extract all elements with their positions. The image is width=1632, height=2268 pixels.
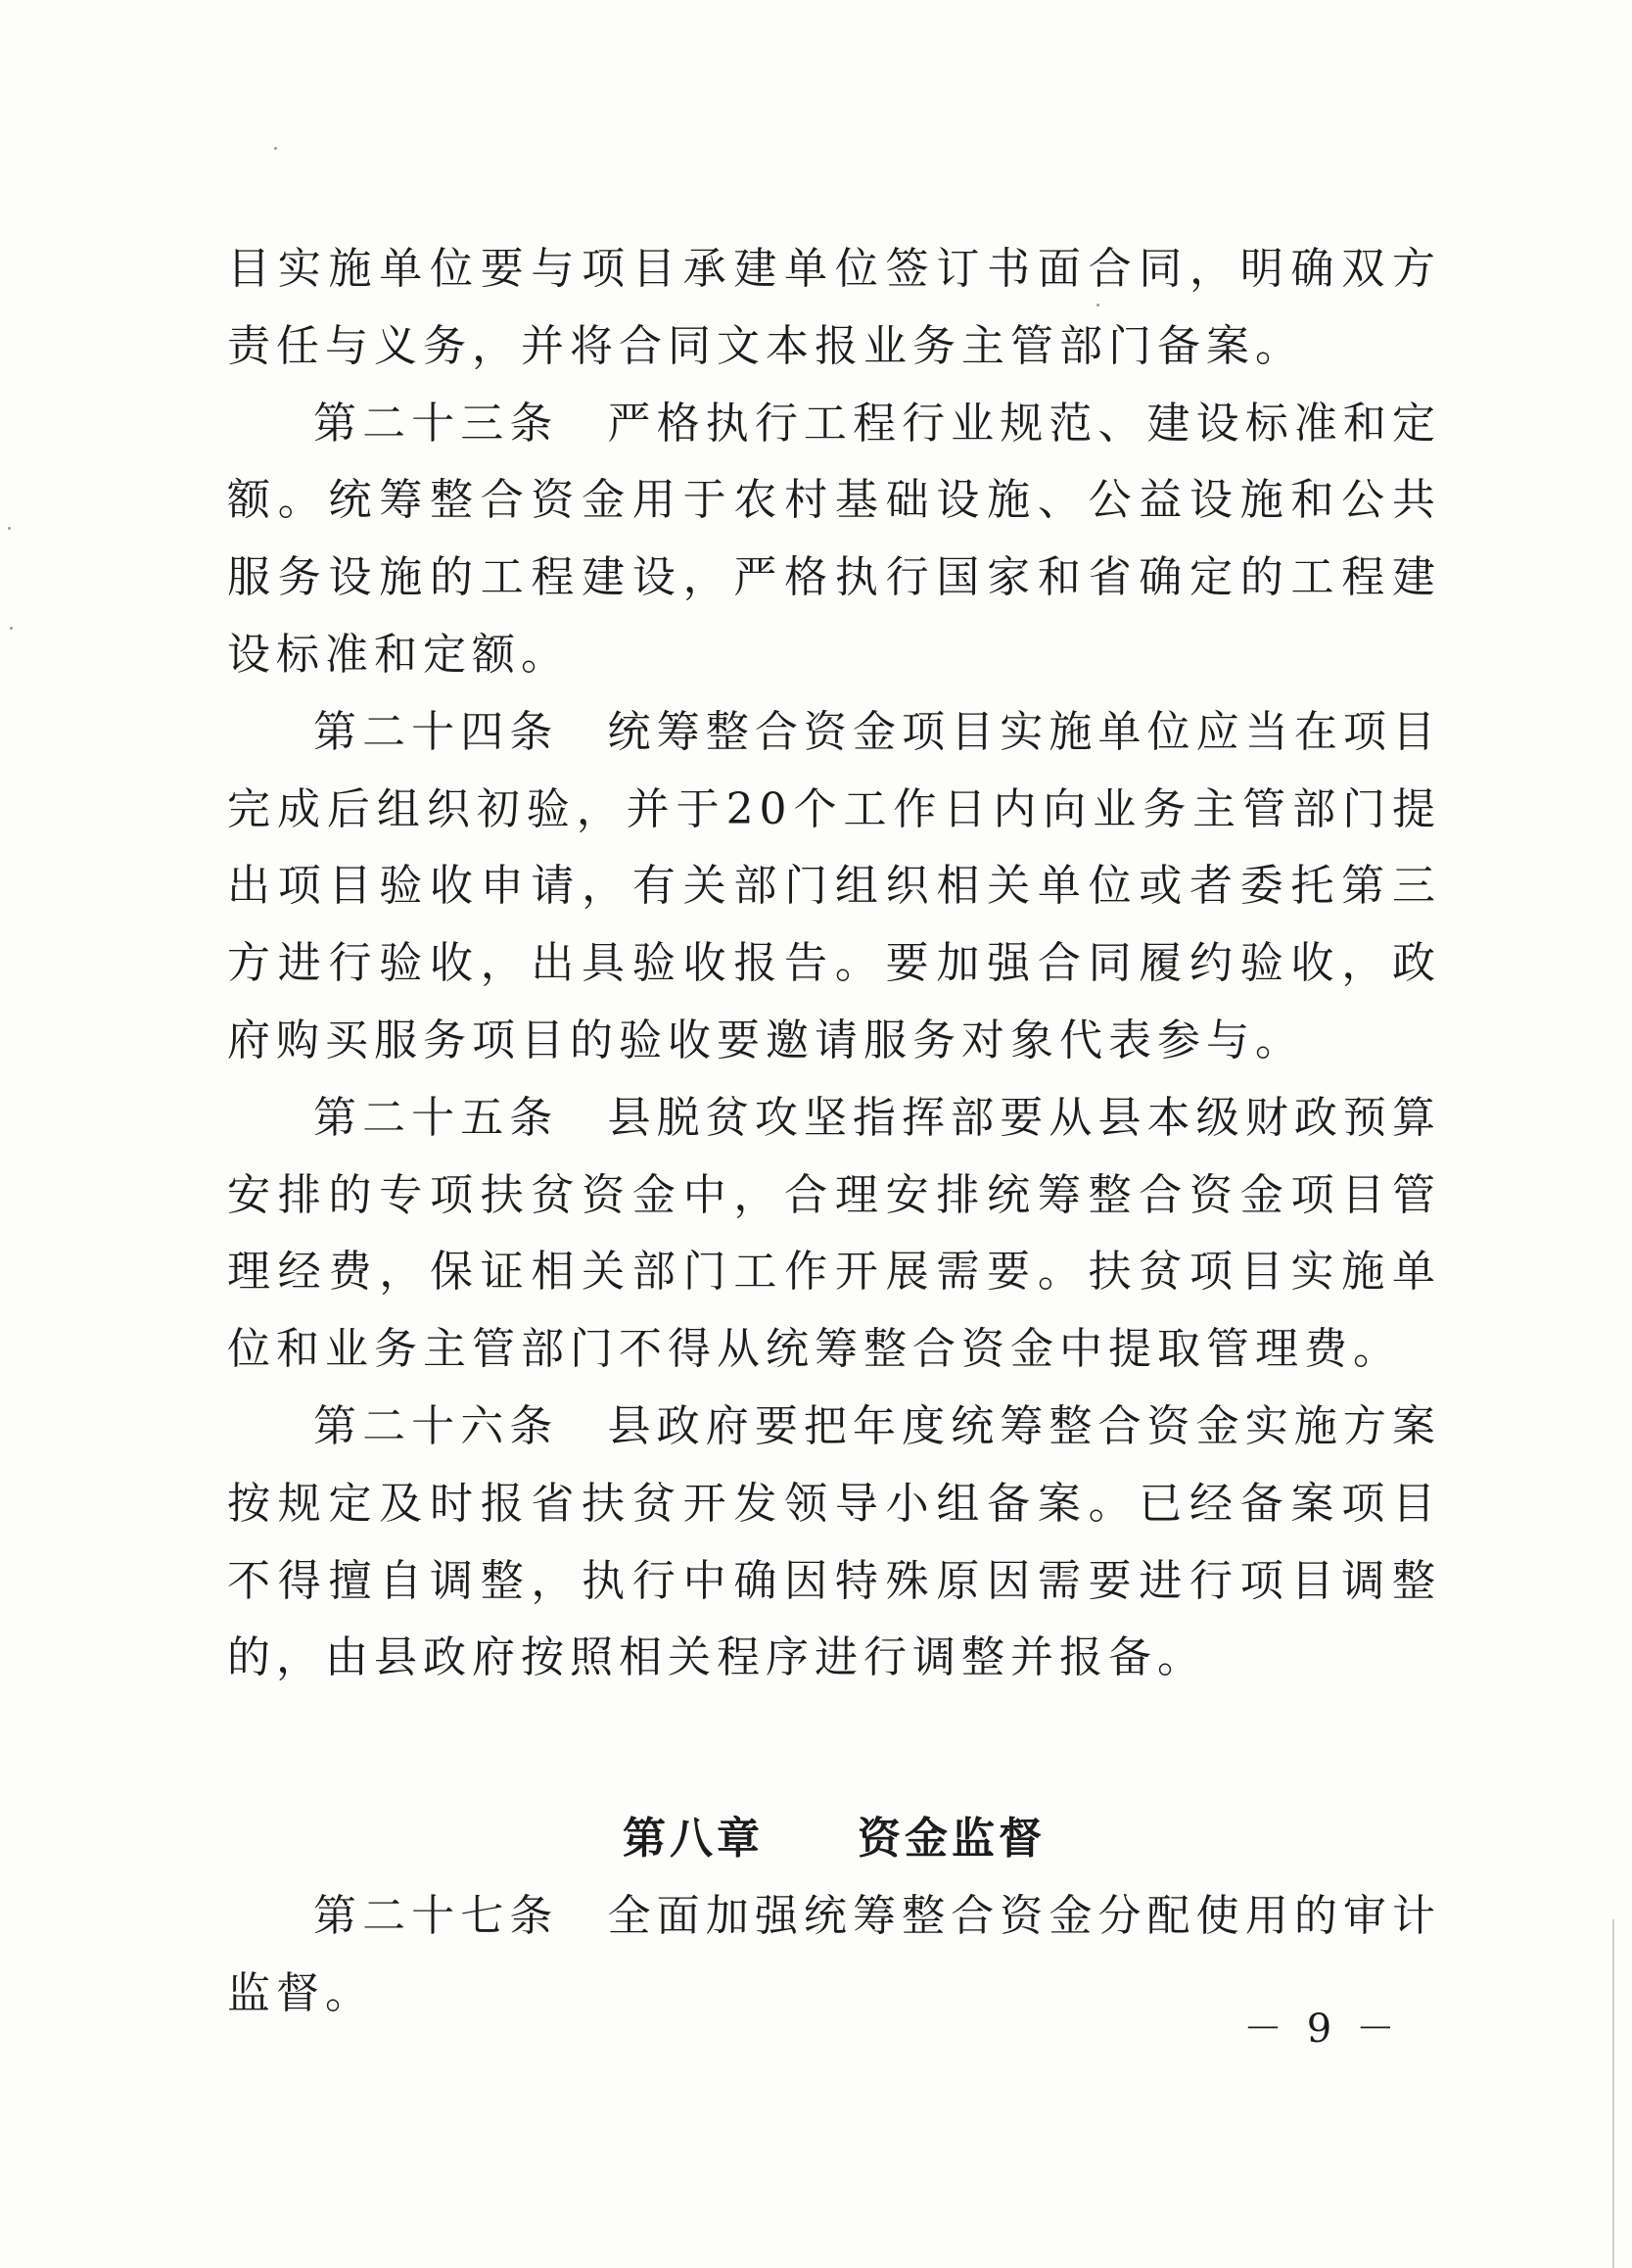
scan-speck xyxy=(8,527,11,530)
page-number: － 9 － xyxy=(1243,2007,1401,2052)
paragraph-article-23: 第二十三条 严格执行工程行业规范、建设标准和定额。统筹整合资金用于农村基础设施、公益设施和公共服务设施的工程建设，严格执行国家和省确定的工程建设标准和定额。 xyxy=(227,398,1441,680)
scan-speck xyxy=(274,147,277,150)
body-text xyxy=(227,231,1441,2033)
scan-edge-line xyxy=(1612,1919,1614,2268)
scan-speck xyxy=(1096,304,1099,307)
chapter-heading: 第八章 资金监督 xyxy=(623,1814,1046,1865)
paragraph-continuation: 目实施单位要与项目承建单位签订书面合同，明确双方责任与义务，并将合同文本报业务主管部门备案。 xyxy=(227,244,1441,371)
paragraph-article-24: 第二十四条 统筹整合资金项目实施单位应当在项目完成后组织初验，并于20个工作日内向业务主管部门提出项目验收申请，有关部门组织相关单位或者委托第三方进行验收，出具验收报告。要加强合同履约验收，政府购买服务项目的验收要邀请服务对象代表参与。 xyxy=(227,706,1441,1065)
paragraph-article-27: 第二十七条 全面加强统筹整合资金分配使用的审计监督。 xyxy=(227,1890,1441,2018)
paragraph-article-26: 第二十六条 县政府要把年度统筹整合资金实施方案按规定及时报省扶贫开发领导小组备案。已经备案项目不得擅自调整，执行中确因特殊原因需要进行项目调整的，由县政府按照相关程序进行调整并报备。 xyxy=(227,1400,1441,1683)
scan-speck xyxy=(10,627,13,630)
paragraph-article-25: 第二十五条 县脱贫攻坚指挥部要从县本级财政预算安排的专项扶贫资金中，合理安排统筹整合资金项目管理经费，保证相关部门工作开展需要。扶贫项目实施单位和业务主管部门不得从统筹整合资金中提取管理费。 xyxy=(227,1092,1441,1375)
